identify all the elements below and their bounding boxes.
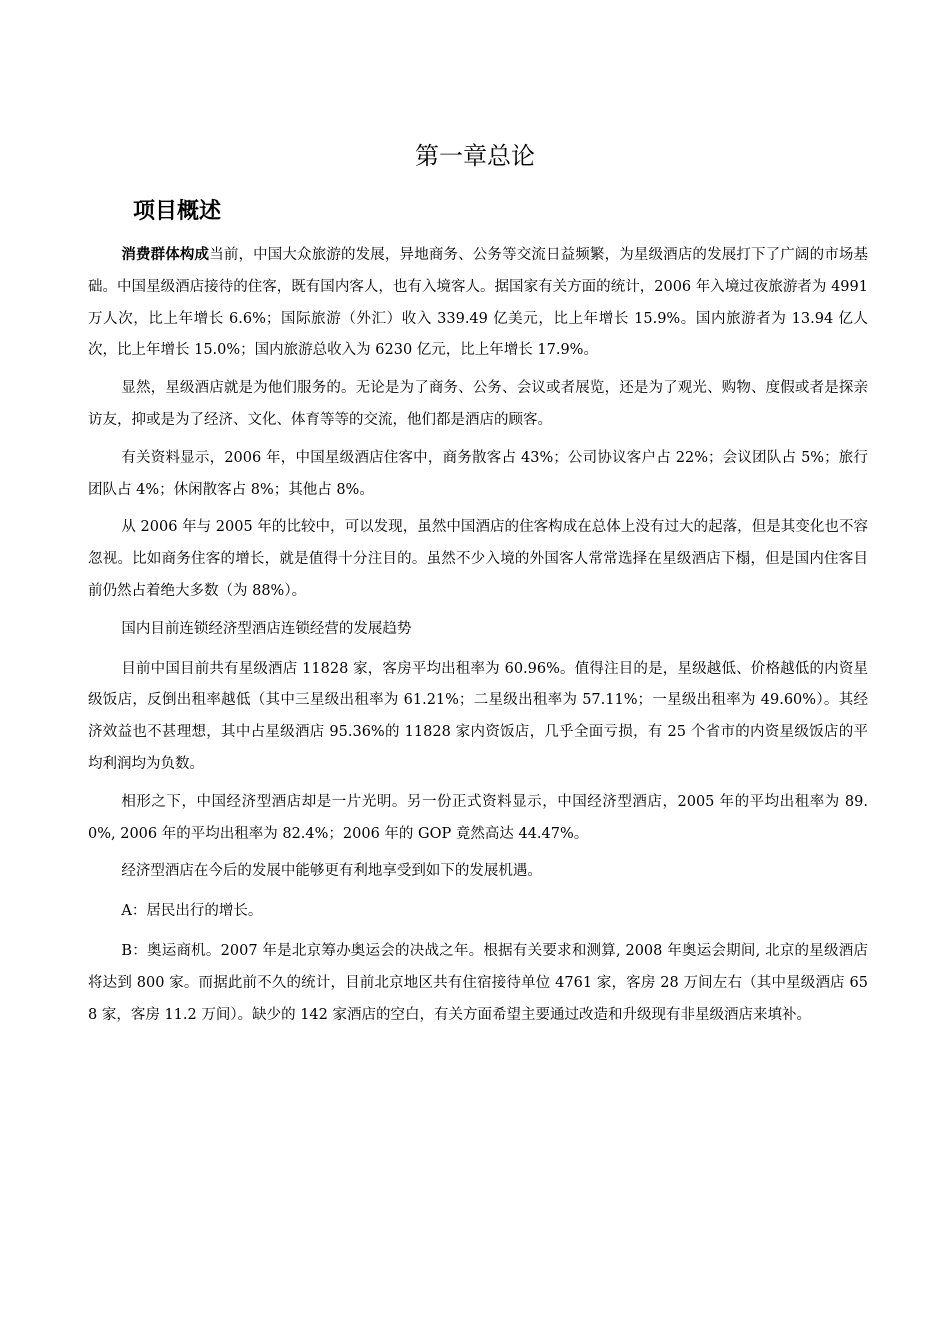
paragraph-guest-composition: 有关资料显示，2006 年，中国星级酒店住客中，商务散客占 43%；公司协议客户占 22%；会议团队占 5%；旅行团队占 4%；休闲散客占 8%；其他占 8%。 bbox=[88, 449, 868, 498]
paragraph-item-b: B：奥运商机。2007 年是北京筹办奥运会的决战之年。根据有关要求和测算, 2008 年奥运会期间, 北京的星级酒店将达到 800 家。而据此前不久的统计，目前北京地区共有住宿接待单位 4761 家，客房 28 万间左右（其中星级酒店 658 家，客房 11.2 万间）。缺少的 142 家酒店的空白，有关方面希望主要通过改造和升级现有非星级酒店来填补。 bbox=[88, 942, 868, 1023]
paragraph-consumer-groups bbox=[88, 240, 868, 367]
paragraph-opportunities: 经济型酒店在今后的发展中能够更有利地享受到如下的发展机遇。 bbox=[121, 863, 542, 880]
paragraph-chain-trend: 国内目前连锁经济型酒店连锁经营的发展趋势 bbox=[121, 620, 412, 637]
paragraph-text: 当前，中国大众旅游的发展，异地商务、公务等交流日益频繁，为星级酒店的发展打下了广阔的市场基础。中国星级酒店接待的住客，既有国内客人，也有入境客人。据国家有关方面的统计，2006 年入境过夜旅游者为 4991 万人次，比上年增长 6.6%；国际旅游（外汇）收入 339.49 亿美元，比上年增长 15.9%。国内旅游者为 13.94 亿人次，比上年增长 15.0%；国内旅游总收入为 6230 亿元，比上年增长 17.9%。 bbox=[88, 247, 868, 359]
paragraph-star-hotels: 目前中国目前共有星级酒店 11828 家，客房平均出租率为 60.96%。值得注目的是，星级越低、价格越低的内资星级饭店，反倒出租率越低（其中三星级出租率为 61.21%；二星级出租率为 57.11%；一星级出租率为 49.60%）。其经济效益也不甚理想，其中占星级酒店 95.36%的 11828 家内资饭店，几乎全面亏损，有 25 个省市的内资星级饭店的平均利润均为负数。 bbox=[88, 660, 868, 772]
paragraph-item-a: A：居民出行的增长。 bbox=[121, 903, 263, 920]
section-heading: 项目概述 bbox=[133, 199, 222, 224]
paragraph-hotel-service: 显然，星级酒店就是为他们服务的。无论是为了商务、公务、会议或者展览，还是为了观光、购物、度假或者是探亲访友，抑或是为了经济、文化、体育等等的交流，他们都是酒店的顾客。 bbox=[88, 380, 868, 428]
paragraph-lead-bold: 消费群体构成 bbox=[121, 247, 210, 263]
chapter-title: 第一章总论 bbox=[415, 142, 535, 170]
paragraph-economy-hotels: 相形之下，中国经济型酒店却是一片光明。另一份正式资料显示，中国经济型酒店，2005 年的平均出租率为 89.0%, 2006 年的平均出租率为 82.4%；2006 年的 GOP 竟然高达 44.47%。 bbox=[88, 793, 868, 842]
body-text bbox=[88, 240, 868, 1037]
paragraph-comparison: 从 2006 年与 2005 年的比较中，可以发现，虽然中国酒店的住客构成在总体上没有过大的起落，但是其变化也不容忽视。比如商务住客的增长，就是值得十分注目的。虽然不少入境的外国客人常常选择在星级酒店下榻，但是国内住客目前仍然占着绝大多数（为 88%）。 bbox=[88, 519, 868, 599]
